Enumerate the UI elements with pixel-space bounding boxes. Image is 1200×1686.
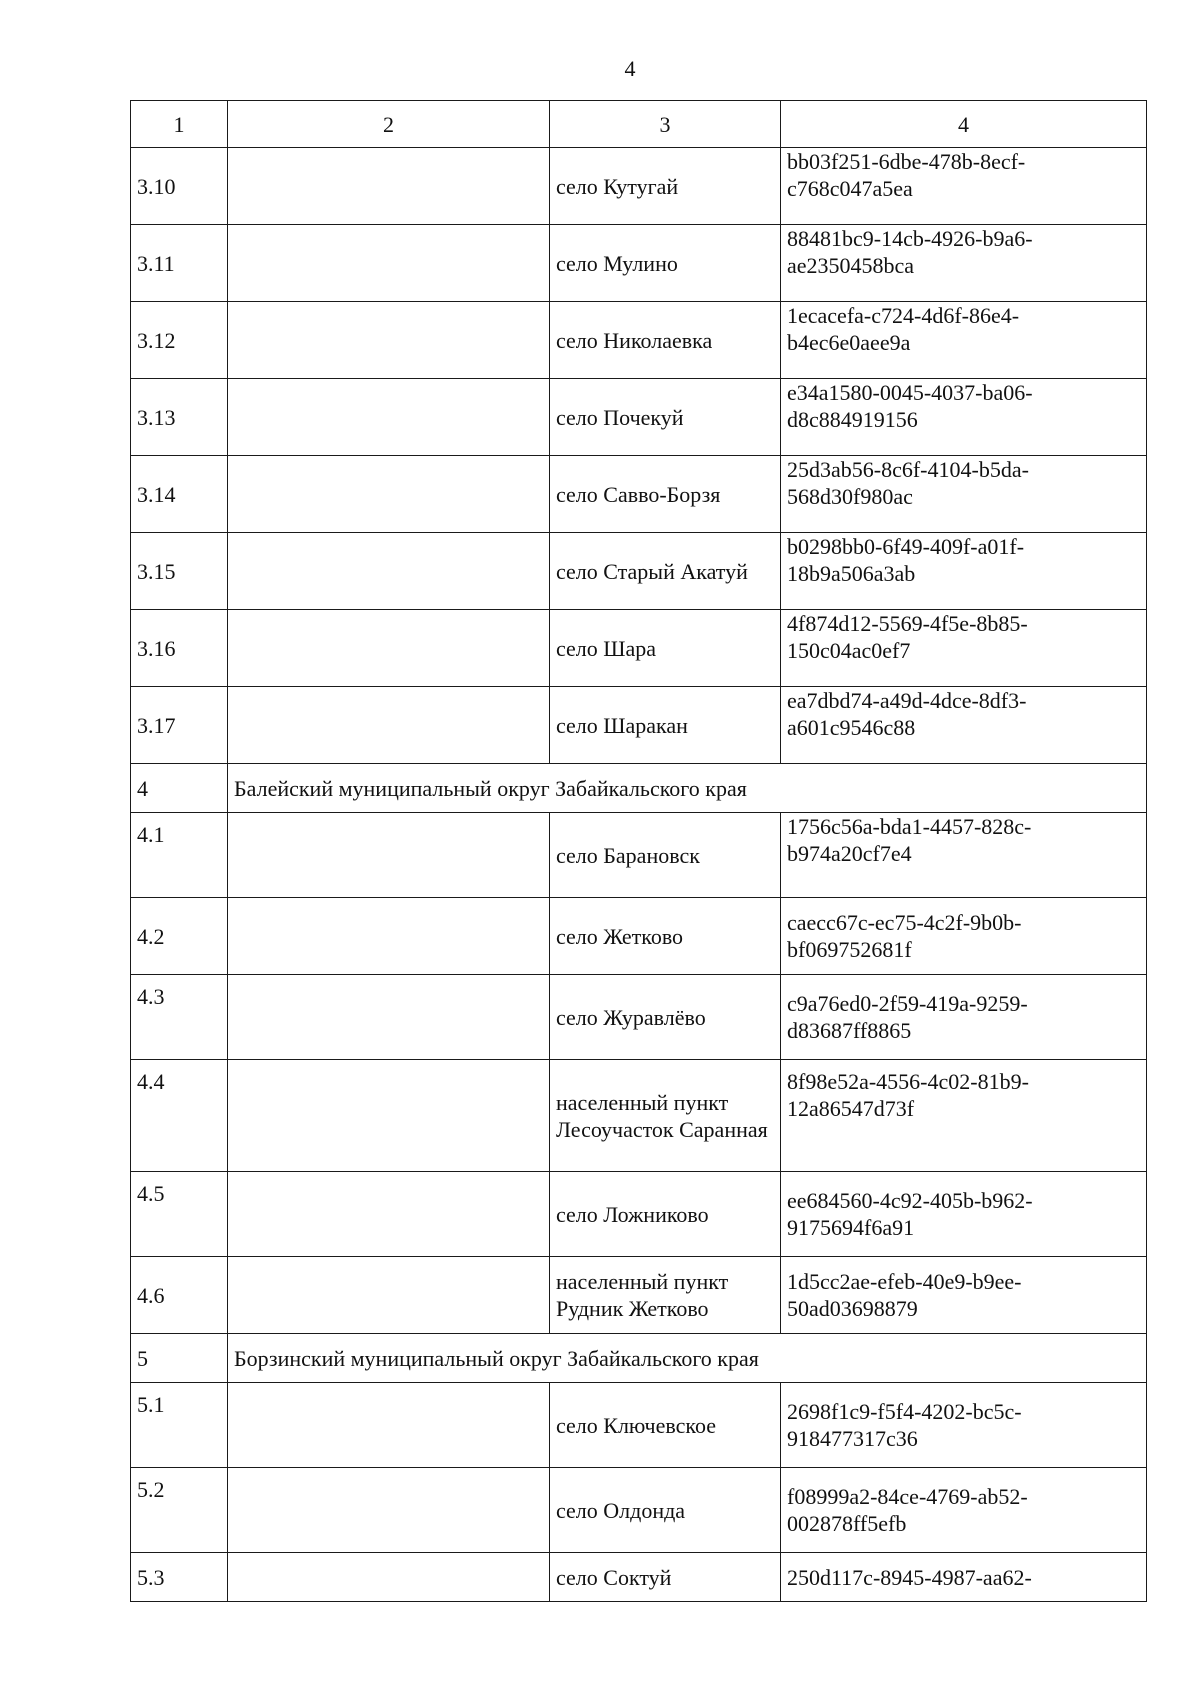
settlement-guid: 250d117c-8945-4987-aa62- bbox=[781, 1553, 1147, 1602]
table-row bbox=[131, 1553, 1147, 1602]
table-header-row bbox=[131, 101, 1147, 148]
settlement-guid: 1d5cc2ae-efeb-40e9-b9ee-50ad03698879 bbox=[781, 1257, 1147, 1334]
row-empty-cell bbox=[228, 813, 550, 898]
settlement-guid: 1ecacefa-c724-4d6f-86e4-b4ec6e0aee9a bbox=[781, 302, 1147, 379]
settlement-name: село Жетково bbox=[550, 898, 781, 975]
settlements-table bbox=[130, 100, 1147, 1602]
row-number: 4.4 bbox=[131, 1060, 228, 1172]
row-empty-cell bbox=[228, 1383, 550, 1468]
page-number: 4 bbox=[624, 56, 636, 81]
table-row bbox=[131, 610, 1147, 687]
row-empty-cell bbox=[228, 1553, 550, 1602]
table-row bbox=[131, 1172, 1147, 1257]
settlement-name: населенный пункт Лесоучасток Саранная bbox=[550, 1060, 781, 1172]
row-number: 5.1 bbox=[131, 1383, 228, 1468]
row-empty-cell bbox=[228, 610, 550, 687]
table-row bbox=[131, 975, 1147, 1060]
settlement-name: село Ложниково bbox=[550, 1172, 781, 1257]
table-row bbox=[131, 898, 1147, 975]
row-number: 4.3 bbox=[131, 975, 228, 1060]
row-empty-cell bbox=[228, 1172, 550, 1257]
row-number: 3.10 bbox=[131, 148, 228, 225]
settlement-name: село Почекуй bbox=[550, 379, 781, 456]
settlement-guid: b0298bb0-6f49-409f-a01f-18b9a506a3ab bbox=[781, 533, 1147, 610]
row-empty-cell bbox=[228, 1468, 550, 1553]
settlement-guid: c9a76ed0-2f59-419a-9259-d83687ff8865 bbox=[781, 975, 1147, 1060]
row-empty-cell bbox=[228, 456, 550, 533]
settlement-guid: bb03f251-6dbe-478b-8ecf-c768c047a5ea bbox=[781, 148, 1147, 225]
settlement-name: населенный пункт Рудник Жетково bbox=[550, 1257, 781, 1334]
settlement-guid: 1756c56a-bda1-4457-828c-b974a20cf7e4 bbox=[781, 813, 1147, 898]
settlement-name: село Савво-Борзя bbox=[550, 456, 781, 533]
header-cell: 4 bbox=[781, 101, 1147, 148]
row-number: 3.17 bbox=[131, 687, 228, 764]
row-empty-cell bbox=[228, 379, 550, 456]
settlement-guid: 25d3ab56-8c6f-4104-b5da-568d30f980ac bbox=[781, 456, 1147, 533]
row-number: 5.3 bbox=[131, 1553, 228, 1602]
table-row bbox=[131, 1468, 1147, 1553]
row-empty-cell bbox=[228, 148, 550, 225]
group-name: Балейский муниципальный округ Забайкальского края bbox=[228, 764, 1147, 813]
row-empty-cell bbox=[228, 225, 550, 302]
table-row bbox=[131, 379, 1147, 456]
header-cell: 1 bbox=[131, 101, 228, 148]
settlement-name: село Николаевка bbox=[550, 302, 781, 379]
row-empty-cell bbox=[228, 1257, 550, 1334]
row-empty-cell bbox=[228, 687, 550, 764]
settlement-name: село Соктуй bbox=[550, 1553, 781, 1602]
row-number: 5.2 bbox=[131, 1468, 228, 1553]
settlement-guid: caecc67c-ec75-4c2f-9b0b-bf069752681f bbox=[781, 898, 1147, 975]
table-row bbox=[131, 1060, 1147, 1172]
settlement-guid: ea7dbd74-a49d-4dce-8df3-a601c9546c88 bbox=[781, 687, 1147, 764]
table-row bbox=[131, 148, 1147, 225]
group-row bbox=[131, 764, 1147, 813]
row-empty-cell bbox=[228, 1060, 550, 1172]
row-number: 3.11 bbox=[131, 225, 228, 302]
group-row bbox=[131, 1334, 1147, 1383]
settlement-guid: 8f98e52a-4556-4c02-81b9-12a86547d73f bbox=[781, 1060, 1147, 1172]
row-number: 4.1 bbox=[131, 813, 228, 898]
table-row bbox=[131, 687, 1147, 764]
row-number: 3.15 bbox=[131, 533, 228, 610]
settlement-name: село Барановск bbox=[550, 813, 781, 898]
table-row bbox=[131, 456, 1147, 533]
settlement-name: село Шаракан bbox=[550, 687, 781, 764]
settlement-name: село Мулино bbox=[550, 225, 781, 302]
row-number: 3.14 bbox=[131, 456, 228, 533]
settlement-guid: f08999a2-84ce-4769-ab52-002878ff5efb bbox=[781, 1468, 1147, 1553]
row-number: 3.13 bbox=[131, 379, 228, 456]
table-row bbox=[131, 302, 1147, 379]
table-row bbox=[131, 1257, 1147, 1334]
header-cell: 3 bbox=[550, 101, 781, 148]
table-row bbox=[131, 1383, 1147, 1468]
row-number: 4.5 bbox=[131, 1172, 228, 1257]
row-number: 4.2 bbox=[131, 898, 228, 975]
table-row bbox=[131, 813, 1147, 898]
table-row bbox=[131, 533, 1147, 610]
row-empty-cell bbox=[228, 898, 550, 975]
row-empty-cell bbox=[228, 533, 550, 610]
row-empty-cell bbox=[228, 302, 550, 379]
row-number: 4.6 bbox=[131, 1257, 228, 1334]
settlement-guid: 4f874d12-5569-4f5e-8b85-150c04ac0ef7 bbox=[781, 610, 1147, 687]
settlement-name: село Олдонда bbox=[550, 1468, 781, 1553]
row-empty-cell bbox=[228, 975, 550, 1060]
settlement-guid: ee684560-4c92-405b-b962-9175694f6a91 bbox=[781, 1172, 1147, 1257]
group-name: Борзинский муниципальный округ Забайкальского края bbox=[228, 1334, 1147, 1383]
settlement-guid: e34a1580-0045-4037-ba06-d8c884919156 bbox=[781, 379, 1147, 456]
table-row bbox=[131, 225, 1147, 302]
group-number: 5 bbox=[131, 1334, 228, 1383]
header-cell: 2 bbox=[228, 101, 550, 148]
settlement-name: село Журавлёво bbox=[550, 975, 781, 1060]
settlement-name: село Шара bbox=[550, 610, 781, 687]
settlement-name: село Кутугай bbox=[550, 148, 781, 225]
settlement-name: село Ключевское bbox=[550, 1383, 781, 1468]
group-number: 4 bbox=[131, 764, 228, 813]
settlement-name: село Старый Акатуй bbox=[550, 533, 781, 610]
row-number: 3.16 bbox=[131, 610, 228, 687]
settlement-guid: 88481bc9-14cb-4926-b9a6-ae2350458bca bbox=[781, 225, 1147, 302]
settlement-guid: 2698f1c9-f5f4-4202-bc5c-918477317c36 bbox=[781, 1383, 1147, 1468]
row-number: 3.12 bbox=[131, 302, 228, 379]
